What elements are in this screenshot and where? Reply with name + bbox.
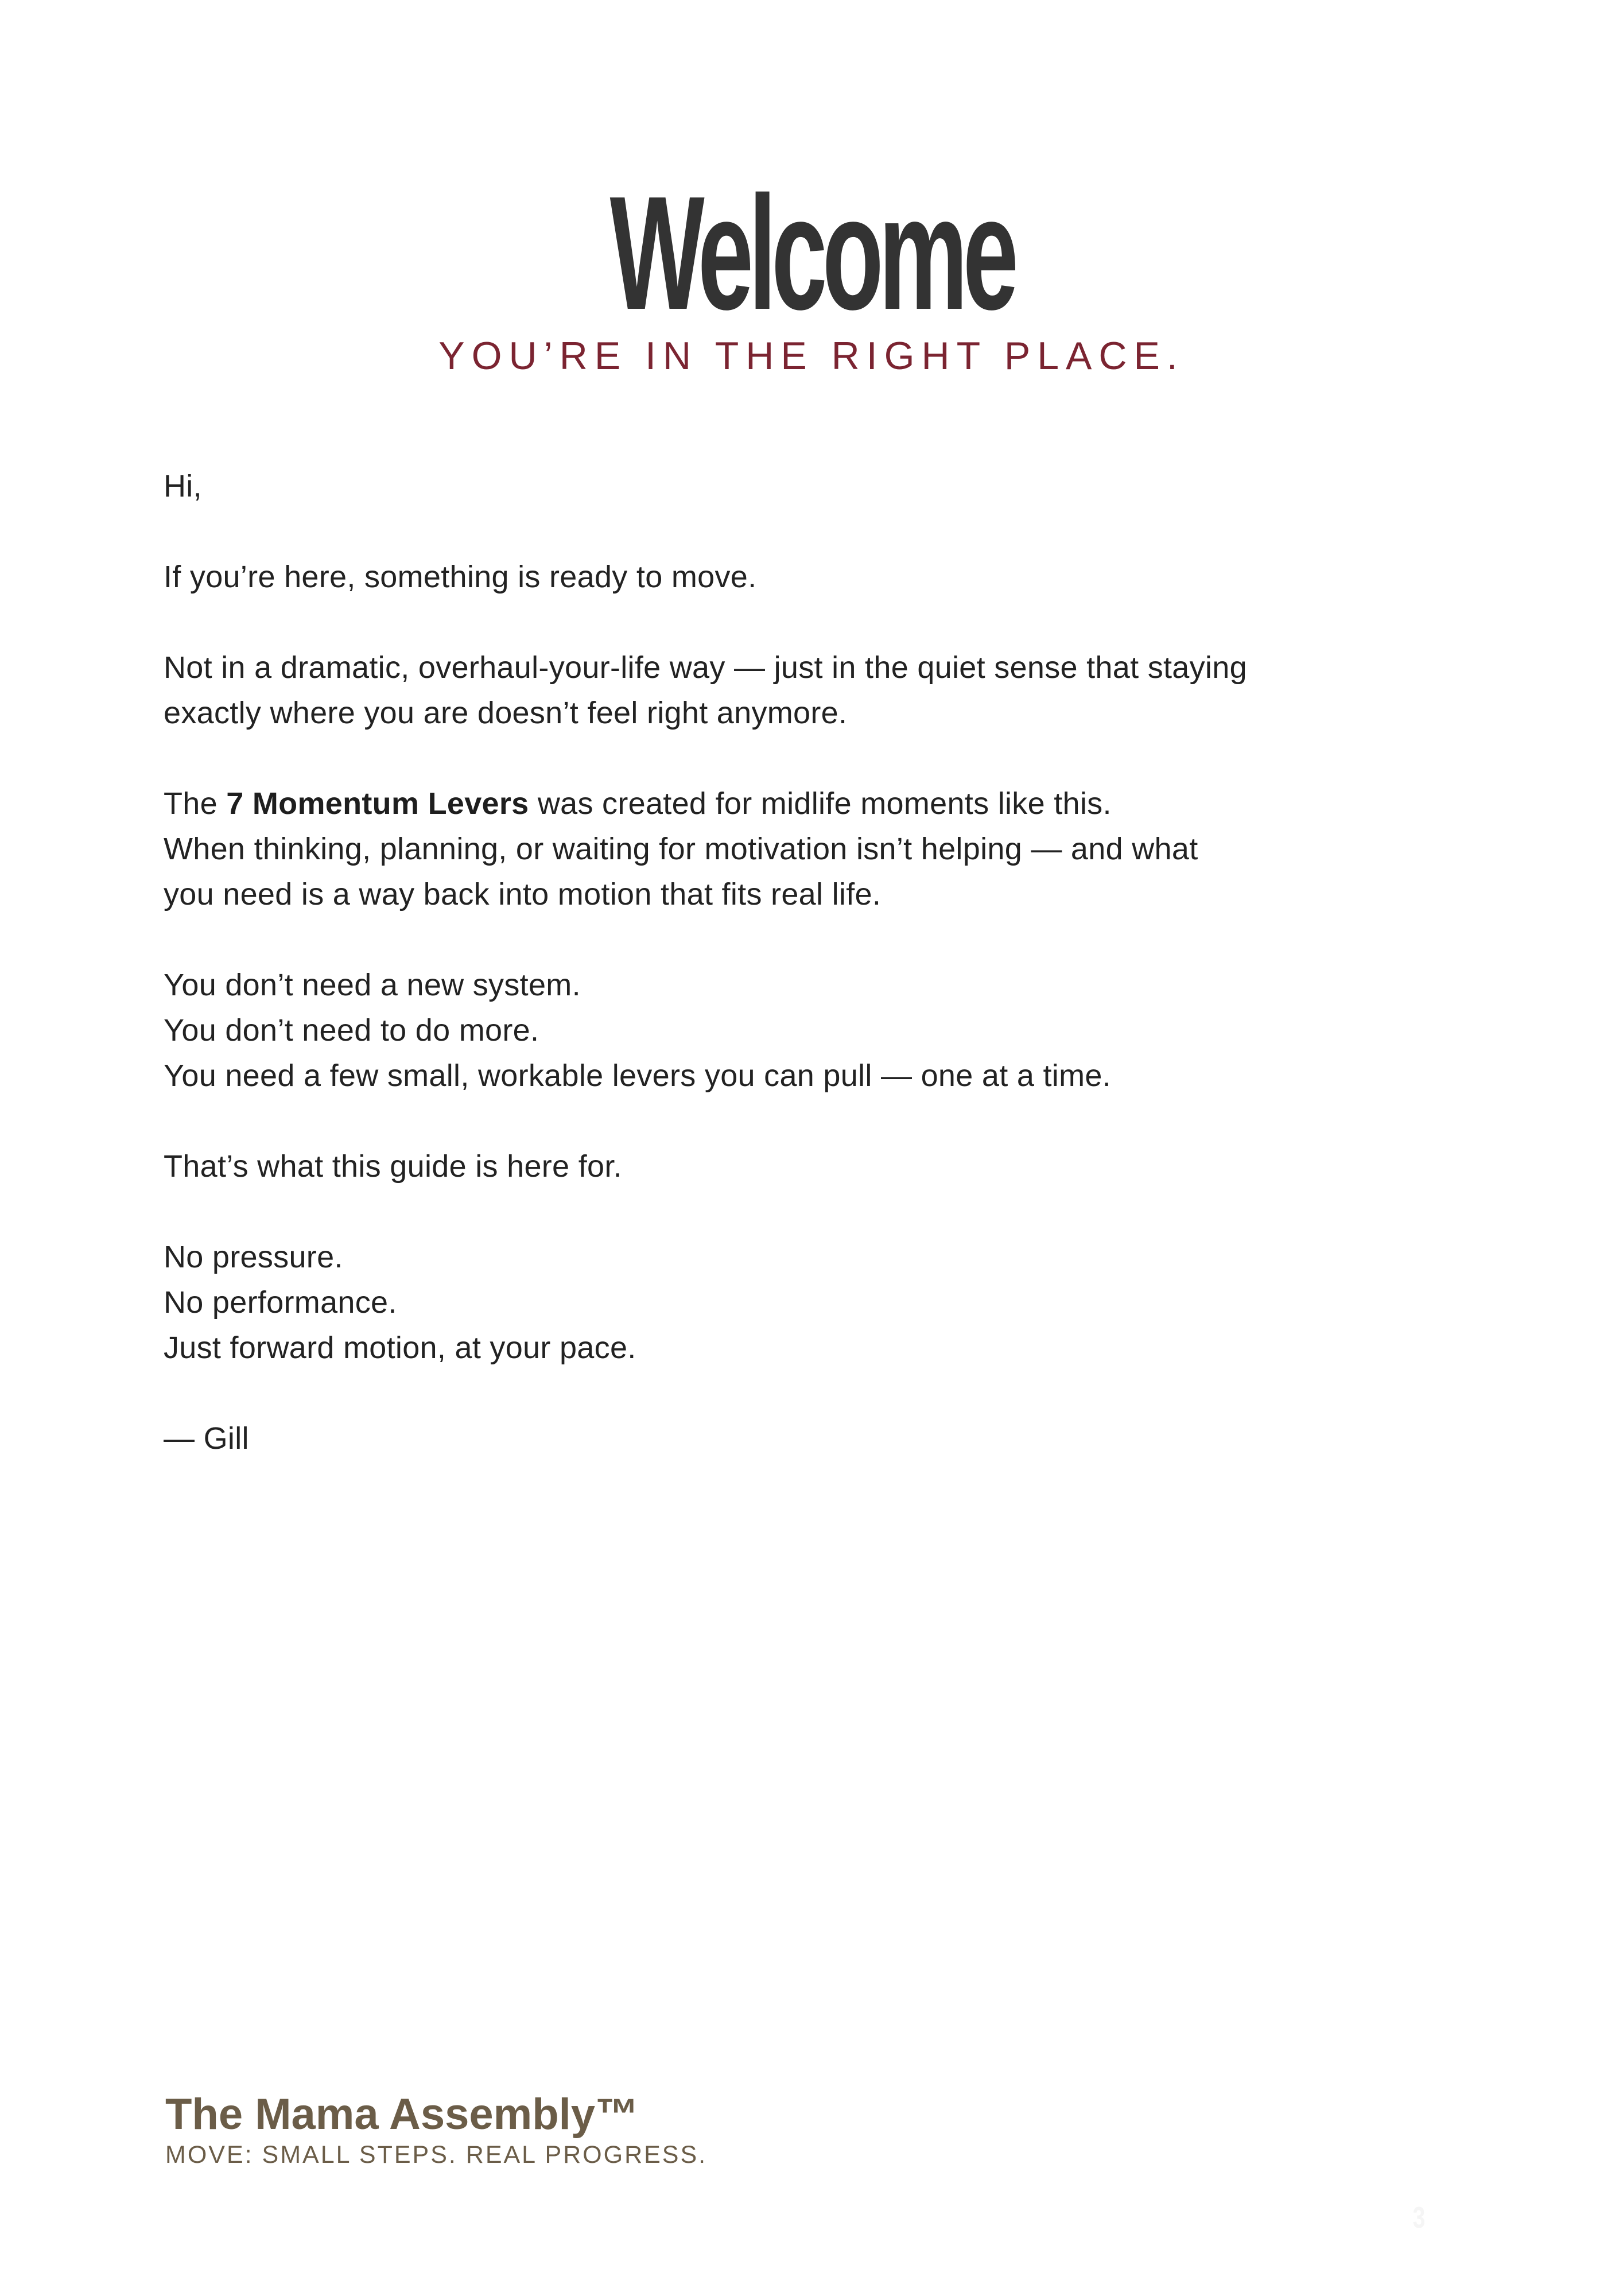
letter-signature: — Gill: [164, 1421, 249, 1456]
letter-line: No pressure.: [164, 1240, 343, 1274]
title-container: [0, 162, 1623, 343]
welcome-letter: [164, 464, 1484, 1507]
letter-line: Not in a dramatic, overhaul-your-life way — just in the quiet sense that staying: [164, 650, 1247, 685]
letter-greeting: Hi,: [164, 469, 202, 503]
letter-line-intro: [164, 781, 1484, 827]
page-title: Welcome: [609, 162, 1014, 343]
letter-line: No performance.: [164, 1285, 397, 1320]
letter-line: exactly where you are doesn’t feel right anymore.: [164, 696, 848, 730]
letter-paragraph-6: [164, 1235, 1484, 1371]
page-subtitle: YOU’RE IN THE RIGHT PLACE.: [438, 334, 1185, 378]
letter-line: you need is a way back into motion that fits real life.: [164, 877, 882, 912]
letter-paragraph-3: [164, 781, 1484, 917]
footer-tagline: MOVE: SMALL STEPS. REAL PROGRESS.: [165, 2141, 708, 2169]
page-number: 3: [1412, 2201, 1426, 2235]
letter-line: If you’re here, something is ready to move.: [164, 560, 757, 594]
product-name-bold: 7 Momentum Levers: [226, 786, 529, 821]
letter-line: You don’t need to do more.: [164, 1013, 539, 1048]
letter-paragraph-2: [164, 645, 1484, 736]
letter-paragraph-1: [164, 554, 1484, 600]
letter-paragraph-4: [164, 963, 1484, 1099]
letter-line: You need a few small, workable levers you can pull — one at a time.: [164, 1058, 1111, 1093]
letter-line: That’s what this guide is here for.: [164, 1149, 622, 1184]
letter-line: When thinking, planning, or waiting for motivation isn’t helping — and what: [164, 832, 1198, 866]
letter-line: Just forward motion, at your pace.: [164, 1331, 636, 1365]
intro-prefix: The: [164, 786, 227, 821]
intro-suffix: was created for midlife moments like this.: [529, 786, 1112, 821]
footer-brand: The Mama Assembly™: [165, 2090, 639, 2139]
letter-line: You don’t need a new system.: [164, 968, 581, 1002]
footer: [165, 2089, 969, 2170]
letter-paragraph-5: [164, 1144, 1484, 1189]
